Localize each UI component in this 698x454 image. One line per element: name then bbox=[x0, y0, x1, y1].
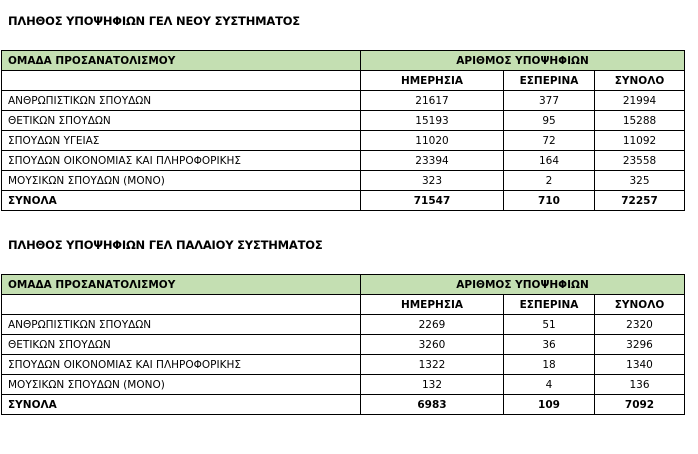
table-row bbox=[2, 171, 685, 191]
empty-cell bbox=[2, 295, 361, 315]
total-row bbox=[2, 191, 685, 211]
cell-total: 3296 bbox=[595, 335, 685, 355]
cell-day: 11020 bbox=[361, 131, 504, 151]
cell-evening: 4 bbox=[504, 375, 595, 395]
cell-total: 23558 bbox=[595, 151, 685, 171]
table-title-old-system: ΠΛΗΘΟΣ ΥΠΟΨΗΦΙΩΝ ΓΕΛ ΠΑΛΑΙΟΥ ΣΥΣΤΗΜΑΤΟΣ bbox=[8, 238, 323, 252]
cell-total: 11092 bbox=[595, 131, 685, 151]
col-header-day: ΗΜΕΡΗΣΙΑ bbox=[361, 71, 504, 91]
col-header-evening: ΕΣΠΕΡΙΝΑ bbox=[504, 71, 595, 91]
table-row bbox=[2, 111, 685, 131]
table-new-system bbox=[1, 50, 685, 211]
total-day: 71547 bbox=[361, 191, 504, 211]
table-row bbox=[2, 315, 685, 335]
row-label: ΘΕΤΙΚΩΝ ΣΠΟΥΔΩΝ bbox=[2, 111, 361, 131]
col-header-total: ΣΥΝΟΛΟ bbox=[595, 71, 685, 91]
cell-evening: 2 bbox=[504, 171, 595, 191]
table-row bbox=[2, 151, 685, 171]
col-header-day: ΗΜΕΡΗΣΙΑ bbox=[361, 295, 504, 315]
group-header: ΟΜΑΔΑ ΠΡΟΣΑΝΑΤΟΛΙΣΜΟΥ bbox=[2, 275, 361, 295]
total-total: 7092 bbox=[595, 395, 685, 415]
cell-evening: 72 bbox=[504, 131, 595, 151]
count-header: ΑΡΙΘΜΟΣ ΥΠΟΨΗΦΙΩΝ bbox=[361, 275, 685, 295]
row-label: ΣΠΟΥΔΩΝ ΥΓΕΙΑΣ bbox=[2, 131, 361, 151]
col-header-total: ΣΥΝΟΛΟ bbox=[595, 295, 685, 315]
subheader-row bbox=[2, 71, 685, 91]
cell-total: 15288 bbox=[595, 111, 685, 131]
table-row bbox=[2, 91, 685, 111]
cell-evening: 51 bbox=[504, 315, 595, 335]
col-header-evening: ΕΣΠΕΡΙΝΑ bbox=[504, 295, 595, 315]
row-label: ΣΠΟΥΔΩΝ ΟΙΚΟΝΟΜΙΑΣ ΚΑΙ ΠΛΗΡΟΦΟΡΙΚΗΣ bbox=[2, 151, 361, 171]
total-evening: 710 bbox=[504, 191, 595, 211]
table-row bbox=[2, 355, 685, 375]
row-label: ΣΠΟΥΔΩΝ ΟΙΚΟΝΟΜΙΑΣ ΚΑΙ ΠΛΗΡΟΦΟΡΙΚΗΣ bbox=[2, 355, 361, 375]
row-label: ΑΝΘΡΩΠΙΣΤΙΚΩΝ ΣΠΟΥΔΩΝ bbox=[2, 91, 361, 111]
empty-cell bbox=[2, 71, 361, 91]
cell-evening: 95 bbox=[504, 111, 595, 131]
table-old-system bbox=[1, 274, 685, 415]
cell-evening: 377 bbox=[504, 91, 595, 111]
cell-evening: 164 bbox=[504, 151, 595, 171]
table-row bbox=[2, 335, 685, 355]
cell-day: 1322 bbox=[361, 355, 504, 375]
cell-total: 1340 bbox=[595, 355, 685, 375]
cell-total: 21994 bbox=[595, 91, 685, 111]
cell-day: 21617 bbox=[361, 91, 504, 111]
total-label: ΣΥΝΟΛΑ bbox=[2, 191, 361, 211]
row-label: ΑΝΘΡΩΠΙΣΤΙΚΩΝ ΣΠΟΥΔΩΝ bbox=[2, 315, 361, 335]
row-label: ΜΟΥΣΙΚΩΝ ΣΠΟΥΔΩΝ (ΜΟΝΟ) bbox=[2, 171, 361, 191]
header-row bbox=[2, 51, 685, 71]
total-evening: 109 bbox=[504, 395, 595, 415]
cell-total: 2320 bbox=[595, 315, 685, 335]
cell-evening: 36 bbox=[504, 335, 595, 355]
cell-evening: 18 bbox=[504, 355, 595, 375]
table-row bbox=[2, 131, 685, 151]
cell-total: 136 bbox=[595, 375, 685, 395]
total-total: 72257 bbox=[595, 191, 685, 211]
cell-day: 23394 bbox=[361, 151, 504, 171]
cell-total: 325 bbox=[595, 171, 685, 191]
subheader-row bbox=[2, 295, 685, 315]
header-row bbox=[2, 275, 685, 295]
total-day: 6983 bbox=[361, 395, 504, 415]
row-label: ΘΕΤΙΚΩΝ ΣΠΟΥΔΩΝ bbox=[2, 335, 361, 355]
cell-day: 2269 bbox=[361, 315, 504, 335]
total-label: ΣΥΝΟΛΑ bbox=[2, 395, 361, 415]
row-label: ΜΟΥΣΙΚΩΝ ΣΠΟΥΔΩΝ (ΜΟΝΟ) bbox=[2, 375, 361, 395]
table-title-new-system: ΠΛΗΘΟΣ ΥΠΟΨΗΦΙΩΝ ΓΕΛ ΝΕΟΥ ΣΥΣΤΗΜΑΤΟΣ bbox=[8, 14, 300, 28]
cell-day: 132 bbox=[361, 375, 504, 395]
group-header: ΟΜΑΔΑ ΠΡΟΣΑΝΑΤΟΛΙΣΜΟΥ bbox=[2, 51, 361, 71]
count-header: ΑΡΙΘΜΟΣ ΥΠΟΨΗΦΙΩΝ bbox=[361, 51, 685, 71]
table-row bbox=[2, 375, 685, 395]
total-row bbox=[2, 395, 685, 415]
cell-day: 15193 bbox=[361, 111, 504, 131]
cell-day: 323 bbox=[361, 171, 504, 191]
cell-day: 3260 bbox=[361, 335, 504, 355]
